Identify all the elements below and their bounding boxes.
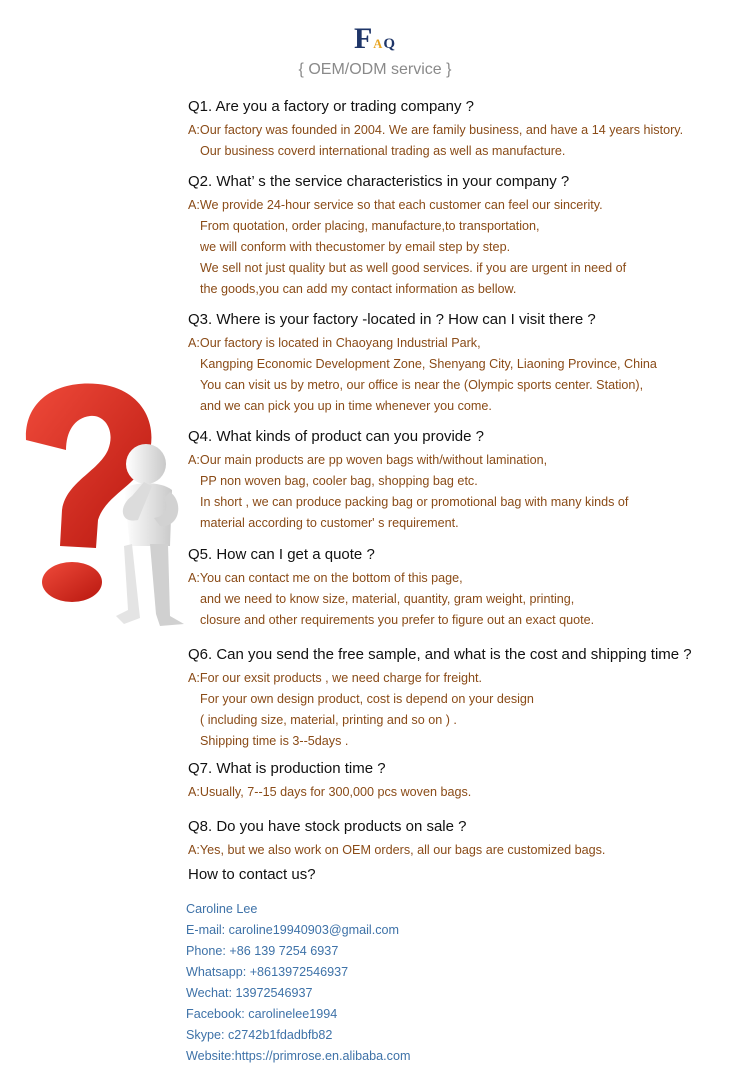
faq-answer-line: closure and other requirements you prefer to figure out an exact quote. [200,613,595,627]
faq-question: Q5. How can I get a quote ? [188,546,375,563]
faq-question: Q1. Are you a factory or trading company ? [188,98,474,115]
faq-answer-line: material according to customer' s requirement. [200,516,459,530]
faq-question: Q7. What is production time ? [188,760,386,777]
faq-answer-line: Kangping Economic Development Zone, Shenyang City, Liaoning Province, China [200,357,657,371]
contact-whatsapp: Whatsapp: +8613972546937 [186,965,349,979]
faq-question: Q2. What’ s the service characteristics in your company ? [188,173,570,190]
faq-answer-line: PP non woven bag, cooler bag, shopping bag etc. [200,474,478,488]
contact-list [186,899,410,1067]
faq-answer-line: A:Usually, 7--15 days for 300,000 pcs woven bags. [188,785,472,799]
faq-item-7 [188,759,748,803]
faq-answer [188,120,748,162]
faq-item-1 [188,97,748,162]
faq-answer [188,568,748,631]
faq-answer-line: For your own design product, cost is depend on your design [200,692,534,706]
contact-phone: Phone: +86 139 7254 6937 [186,944,339,958]
faq-question: Q6. Can you send the free sample, and what is the cost and shipping time ? [188,646,692,663]
title-letter-f: F [353,22,374,55]
faq-answer-line: Our business coverd international trading as well as manufacture. [200,144,566,158]
faq-answer-line: A:Our factory was founded in 2004. We are family business, and have a 14 years history. [188,123,684,137]
title-letter-a: A [373,37,384,51]
faq-answer-line: A:Our main products are pp woven bags with/without lamination, [188,453,548,467]
faq-answer-line: A:For our exsit products , we need charge for freight. [188,671,482,685]
faq-item-4 [188,427,748,534]
contact-name: Caroline Lee [186,902,258,916]
faq-question: Q3. Where is your factory -located in ? How can I visit there ? [188,311,596,328]
faq-answer-line: A:Yes, but we also work on OEM orders, all our bags are customized bags. [188,843,606,857]
faq-answer [188,840,748,861]
page-title [0,22,750,56]
faq-answer-line: A:You can contact me on the bottom of this page, [188,571,463,585]
title-letter-q: Q [383,36,397,52]
faq-answer-line: we will conform with thecustomer by email step by step. [200,240,511,254]
faq-answer-line: In short , we can produce packing bag or promotional bag with many kinds of [200,495,629,509]
faq-item-2 [188,172,748,300]
faq-answer-line: and we need to know size, material, quantity, gram weight, printing, [200,592,575,606]
faq-question: Q8. Do you have stock products on sale ? [188,818,467,835]
contact-website-link[interactable]: Website:https://primrose.en.alibaba.com [186,1049,411,1063]
faq-answer-line: Shipping time is 3--5days . [200,734,349,748]
contact-skype: Skype: c2742b1fdadbfb82 [186,1028,333,1042]
faq-question: Q4. What kinds of product can you provide ? [188,428,484,445]
faq-answer-line: the goods,you can add my contact information as bellow. [200,282,517,296]
contact-facebook: Facebook: carolinelee1994 [186,1007,338,1021]
faq-answer-line: You can visit us by metro, our office is near the (Olympic sports center. Station), [200,378,644,392]
faq-answer [188,668,748,752]
faq-item-5 [188,545,748,631]
faq-item-3 [188,310,748,417]
faq-item-8 [188,817,748,861]
faq-item-6 [188,645,748,752]
faq-answer-line: From quotation, order placing, manufacture,to transportation, [200,219,540,233]
faq-answer-line: and we can pick you up in time whenever you come. [200,399,492,413]
question-mark-thinking-figure-icon [20,378,190,638]
faq-answer-line: A:We provide 24-hour service so that each customer can feel our sincerity. [188,198,603,212]
contact-wechat: Wechat: 13972546937 [186,986,313,1000]
faq-answer [188,195,748,300]
faq-answer [188,333,748,417]
faq-answer-line: We sell not just quality but as well good services. if you are urgent in need of [200,261,627,275]
page-subtitle: { OEM/ODM service } [298,61,452,78]
faq-answer-line: ( including size, material, printing and so on ) . [200,713,457,727]
contact-email[interactable]: E-mail: caroline19940903@gmail.com [186,923,399,937]
contact-heading: How to contact us? [188,866,316,883]
faq-answer-line: A:Our factory is located in Chaoyang Industrial Park, [188,336,481,350]
faq-answer [188,782,748,803]
faq-answer [188,450,748,534]
